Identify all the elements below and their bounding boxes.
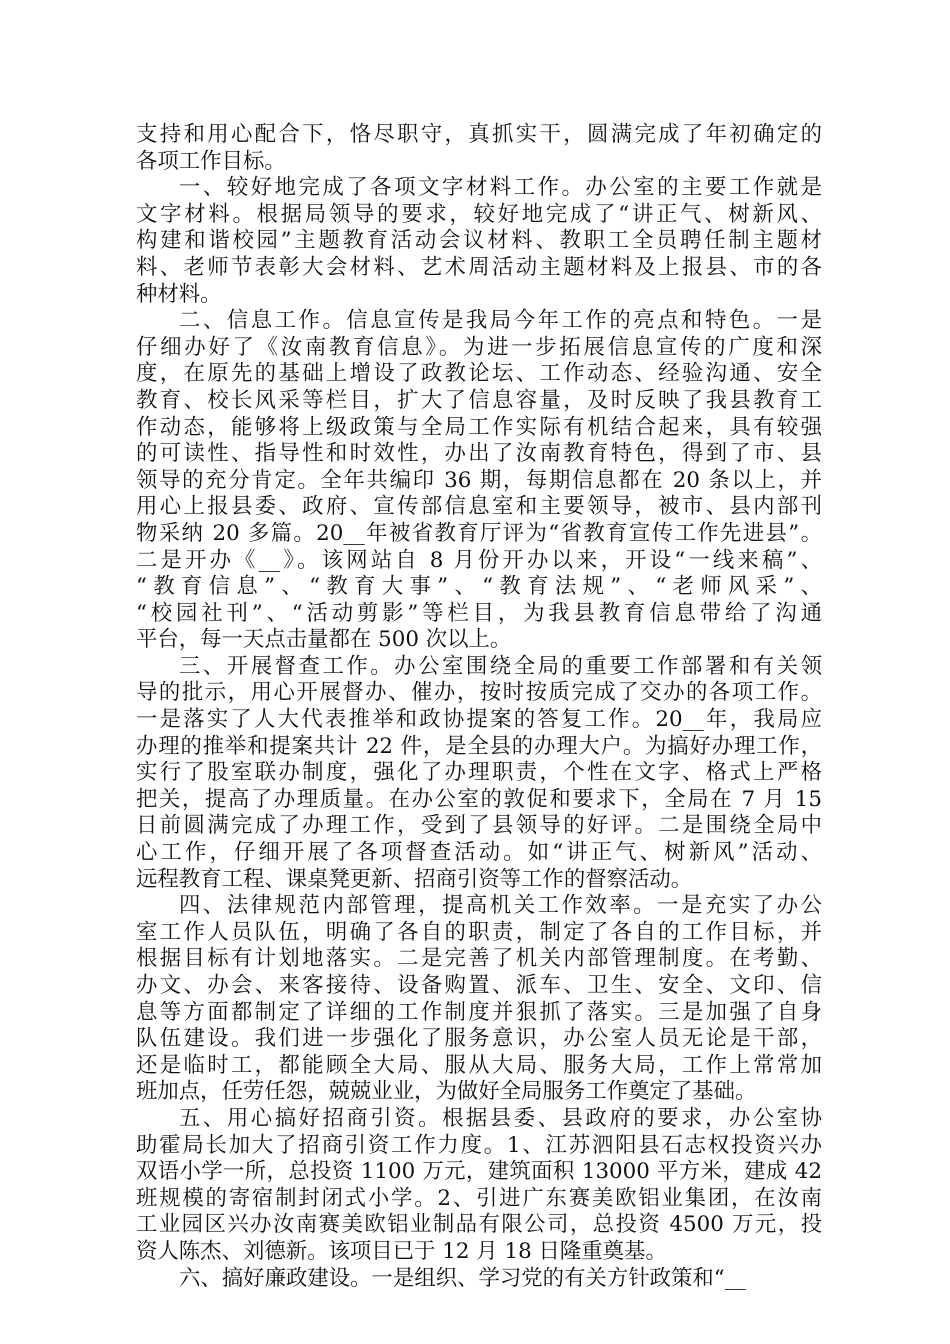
text-line: 各项工作目标。 (136, 148, 286, 174)
text-line: 平台，每一天点击量都在 500 次以上。 (136, 627, 512, 653)
text-line: 仔细办好了《汝南教育信息》。为进一步拓展信息宣传的广度和深 (136, 334, 822, 360)
text-line: 远程教育工程、课桌凳更新、招商引资等工作的督察活动。 (136, 866, 693, 892)
text-line: 息等方面都制定了详细的工作制度并狠抓了落实。三是加强了自身 (136, 999, 822, 1025)
text-line: 班规模的寄宿制封闭式小学。2、引进广东赛美欧铝业集团，在汝南 (136, 1185, 822, 1211)
text-line: 支持和用心配合下，恪尽职守，真抓实干，圆满完成了年初确定的 (136, 122, 822, 147)
text-line: 日前圆满完成了办理工作，受到了县领导的好评。二是围绕全局中 (136, 813, 822, 839)
text-line: 用心上报县委、政府、宣传部信息室和主要领导，被市、县内部刊 (136, 494, 822, 520)
text-line: 一是落实了人大代表推举和政协提案的答复工作。20__年，我局应 (136, 707, 822, 733)
document-body (136, 122, 822, 1292)
text-line: 资人陈杰、刘德新。该项目已于 12 月 18 日隆重奠基。 (136, 1238, 667, 1264)
text-line: 工业园区兴办汝南赛美欧铝业制品有限公司，总投资 4500 万元，投 (136, 1212, 822, 1238)
text-line: 的可读性、指导性和时效性，办出了汝南教育特色，得到了市、县 (136, 441, 822, 467)
text-line: 作动态，能够将上级政策与全局工作实际有机结合起来，具有较强 (136, 414, 822, 440)
paragraph-start-line: 二、信息工作。信息宣传是我局今年工作的亮点和特色。一是 (179, 308, 822, 334)
text-line: 办理的推举和提案共计 22 件，是全县的办理大户。为搞好办理工作， (136, 733, 822, 759)
text-line: 室工作人员队伍，明确了各自的职责，制定了各自的工作目标，并 (136, 919, 822, 945)
text-line: 心工作，仔细开展了各项督查活动。如“讲正气、树新风”活动、 (136, 840, 822, 866)
paragraph-start-line: 四、法律规范内部管理，提高机关工作效率。一是充实了办公 (179, 893, 822, 919)
text-line: 教育、校长风采等栏目，扩大了信息容量，及时反映了我县教育工 (136, 387, 822, 413)
text-line: 办文、办会、来客接待、设备购置、派车、卫生、安全、文印、信 (136, 973, 822, 998)
text-line: 度，在原先的基础上增设了政教论坛、工作动态、经验沟通、安全 (136, 361, 822, 387)
text-line: 文字材料。根据局领导的要求，较好地完成了“讲正气、树新风、 (136, 201, 822, 227)
text-line: 种材料。 (136, 281, 222, 307)
text-line: 实行了股室联办制度，强化了办理职责，个性在文字、格式上严格 (136, 760, 822, 786)
paragraph-start-line: 六、搞好廉政建设。一是组织、学习党的有关方针政策和“__ (179, 1265, 747, 1291)
text-line: 助霍局长加大了招商引资工作力度。1、江苏泗阳县石志权投资兴办 (136, 1132, 822, 1158)
text-line: 双语小学一所，总投资 1100 万元，建筑面积 13000 平方米，建成 42 (136, 1159, 822, 1185)
text-line: 把关，提高了办理质量。在办公室的敦促和要求下，全局在 7 月 15 (136, 786, 822, 812)
text-line: 构建和谐校园”主题教育活动会议材料、教职工全员聘任制主题材 (136, 228, 822, 254)
text-line: 根据目标有计划地落实。二是完善了机关内部管理制度。在考勤、 (136, 946, 822, 972)
text-line: “校园社刊”、“活动剪影”等栏目，为我县教育信息带给了沟通 (136, 600, 822, 626)
text-line: 二是开办《__》。该网站自 8 月份开办以来，开设“一线来稿”、 (136, 547, 822, 573)
text-line: 料、老师节表彰大会材料、艺术周活动主题材料及上报县、市的各 (136, 254, 822, 280)
text-line: 领导的充分肯定。全年共编印 36 期，每期信息都在 20 条以上，并 (136, 467, 822, 493)
paragraph-start-line: 三、开展督查工作。办公室围绕全局的重要工作部署和有关领 (179, 653, 822, 679)
paragraph-start-line: 五、用心搞好招商引资。根据县委、县政府的要求，办公室协 (179, 1105, 822, 1131)
text-line: “教育信息”、“教育大事”、“教育法规”、“老师风采”、 (136, 574, 822, 600)
text-line: 班加点，任劳任怨，兢兢业业，为做好全局服务工作奠定了基础。 (136, 1079, 757, 1105)
paragraph-start-line: 一、较好地完成了各项文字材料工作。办公室的主要工作就是 (179, 175, 822, 201)
text-line: 物采纳 20 多篇。20__年被省教育厅评为“省教育宣传工作先进县”。 (136, 520, 822, 546)
text-line: 队伍建设。我们进一步强化了服务意识，办公室人员无论是干部， (136, 1026, 822, 1052)
text-line: 导的批示，用心开展督办、催办，按时按质完成了交办的各项工作。 (136, 680, 822, 706)
text-line: 还是临时工，都能顾全大局、服从大局、服务大局，工作上常常加 (136, 1052, 822, 1078)
